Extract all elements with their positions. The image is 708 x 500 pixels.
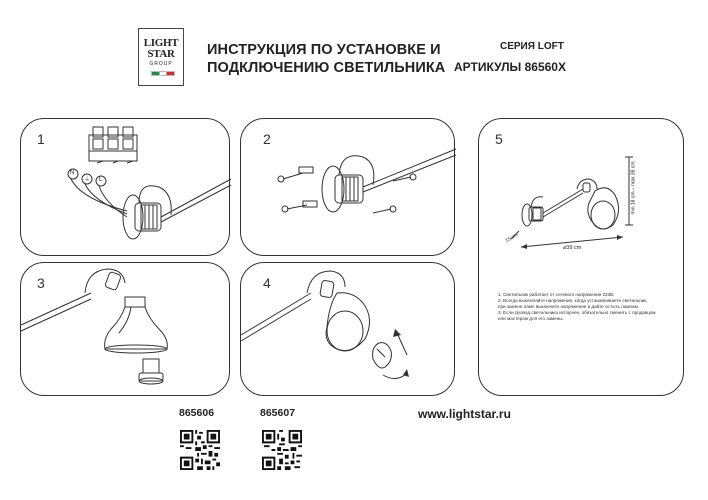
product-code-2: 865607 xyxy=(260,407,296,419)
logo-text-line1: LIGHT xyxy=(143,37,179,49)
step-panel-2 xyxy=(240,118,455,256)
series-label: СЕРИЯ LOFT xyxy=(500,41,564,52)
article-label: АРТИКУЛЫ 86560X xyxy=(454,60,566,74)
step-panel-3 xyxy=(20,262,230,396)
wire-label-l: L xyxy=(99,177,103,183)
logo-text-line2: STAR xyxy=(147,48,175,60)
step-number: 4 xyxy=(263,275,271,291)
step-number: 3 xyxy=(37,275,45,291)
logo-text-line3: GROUP xyxy=(149,61,173,67)
qr-code-icon xyxy=(180,430,220,470)
wall-plug-icon xyxy=(299,167,317,207)
arrow-icon xyxy=(393,329,407,355)
title-line-1: ИНСТРУКЦИЯ ПО УСТАНОВКЕ И xyxy=(207,42,441,58)
note-line: 3. Если провод светильника испорчен, обязательно сменить с продавцом xyxy=(498,310,656,315)
website-link[interactable]: www.lightstar.ru xyxy=(418,407,511,421)
step-panel-5 xyxy=(478,118,684,396)
light-bulb-icon xyxy=(373,343,392,368)
brand-logo xyxy=(138,28,184,86)
wire-label-earth: ⏚ xyxy=(84,177,91,183)
lamp-shade-icon xyxy=(105,297,168,353)
lamp-socket-icon xyxy=(139,359,163,384)
mounting-illustration xyxy=(241,119,456,257)
logo-flag-stripe xyxy=(151,71,175,76)
note-line: 1. Светильник работает от сетевого напряжения 220В. xyxy=(498,292,615,297)
dimension-vertical: min 18 cm – max 38 cm xyxy=(630,161,637,215)
wire-label-n: N xyxy=(70,170,75,176)
qr-code-icon xyxy=(262,430,302,470)
document-title xyxy=(207,41,445,77)
dimension-drawing xyxy=(479,119,685,397)
dimension-depth: 15 cm xyxy=(504,231,520,245)
step-panel-4 xyxy=(240,262,455,396)
safety-notes xyxy=(498,292,658,322)
step-panel-1 xyxy=(20,118,230,256)
rotate-arrow-icon xyxy=(383,369,409,379)
note-line: или мастером для его замены. xyxy=(498,316,564,321)
dimension-width: ⌀39 cm xyxy=(563,245,582,251)
note-line: 2. Всегда выключайте напряжение, когда устанавливаете светильник, xyxy=(498,298,648,303)
note-line: при замене ламп выключите напряжение и дайте остыть лампам. xyxy=(498,304,640,309)
step-number: 5 xyxy=(495,131,503,147)
wiring-illustration xyxy=(21,119,231,257)
terminal-block-icon xyxy=(89,127,137,163)
step-number: 1 xyxy=(37,131,45,147)
product-code-1: 865606 xyxy=(179,407,215,419)
lamp-shade-icon xyxy=(588,188,619,229)
step-number: 2 xyxy=(263,131,271,147)
title-line-2: ПОДКЛЮЧЕНИЮ СВЕТИЛЬНИКА xyxy=(207,60,446,76)
lamp-shade-icon xyxy=(326,293,369,351)
shade-assembly-illustration xyxy=(21,263,231,397)
bulb-installation-illustration xyxy=(241,263,456,397)
